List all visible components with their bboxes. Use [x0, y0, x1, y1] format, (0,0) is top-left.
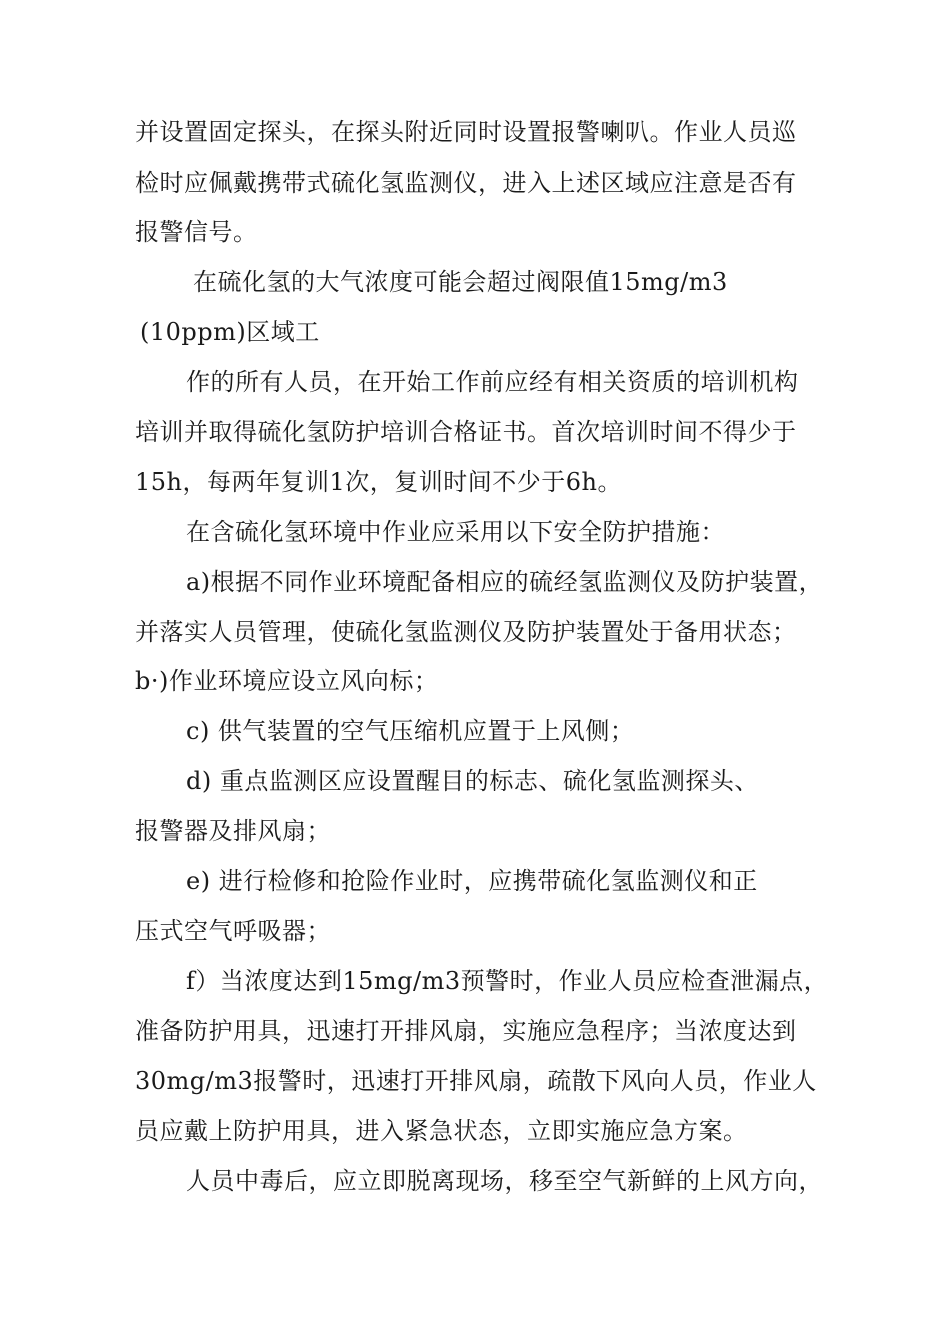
- text-line: 15h，每两年复训1次，复训时间不少于6h。: [135, 468, 622, 496]
- text-line: 在含硫化氢环境中作业应采用以下安全防护措施：: [186, 518, 725, 546]
- text-line: 压式空气呼吸器；: [135, 917, 331, 945]
- text-line: 报警器及排风扇；: [135, 817, 331, 845]
- text-line: f）当浓度达到15mg/m3预警时，作业人员应检查泄漏点，: [186, 967, 829, 995]
- text-line: 检时应佩戴携带式硫化氢监测仪，进入上述区域应注意是否有: [135, 169, 797, 197]
- text-line: 员应戴上防护用具，进入紧急状态，立即实施应急方案。: [135, 1117, 748, 1145]
- text-line: b·)作业环境应设立风向标；: [135, 667, 439, 695]
- text-line: 作的所有人员，在开始工作前应经有相关资质的培训机构: [186, 368, 799, 396]
- text-line: 并设置固定探头，在探头附近同时设置报警喇叭。作业人员巡: [135, 118, 797, 146]
- text-line: c) 供气装置的空气压缩机应置于上风侧；: [186, 717, 635, 745]
- text-line: 并落实人员管理，使硫化氢监测仪及防护装置处于备用状态；: [135, 618, 797, 646]
- text-line: 培训并取得硫化氢防护培训合格证书。首次培训时间不得少于: [135, 418, 797, 446]
- text-line: a)根据不同作业环境配备相应的硫经氢监测仪及防护装置，: [186, 568, 824, 596]
- text-line: 准备防护用具，迅速打开排风扇，实施应急程序；当浓度达到: [135, 1017, 797, 1045]
- text-line: d) 重点监测区应设置醒目的标志、硫化氢监测探头、: [186, 767, 759, 795]
- text-line: 人员中毒后，应立即脱离现场，移至空气新鲜的上风方向，: [186, 1167, 823, 1195]
- text-line: 30mg/m3报警时，迅速打开排风扇，疏散下风向人员，作业人: [135, 1067, 817, 1095]
- text-line: e) 进行检修和抢险作业时，应携带硫化氢监测仪和正: [186, 867, 758, 895]
- text-line: (10ppm)区域工: [140, 318, 320, 346]
- text-line: 在硫化氢的大气浓度可能会超过阀限值15mg/m3: [193, 268, 728, 296]
- text-line: 报警信号。: [135, 218, 258, 246]
